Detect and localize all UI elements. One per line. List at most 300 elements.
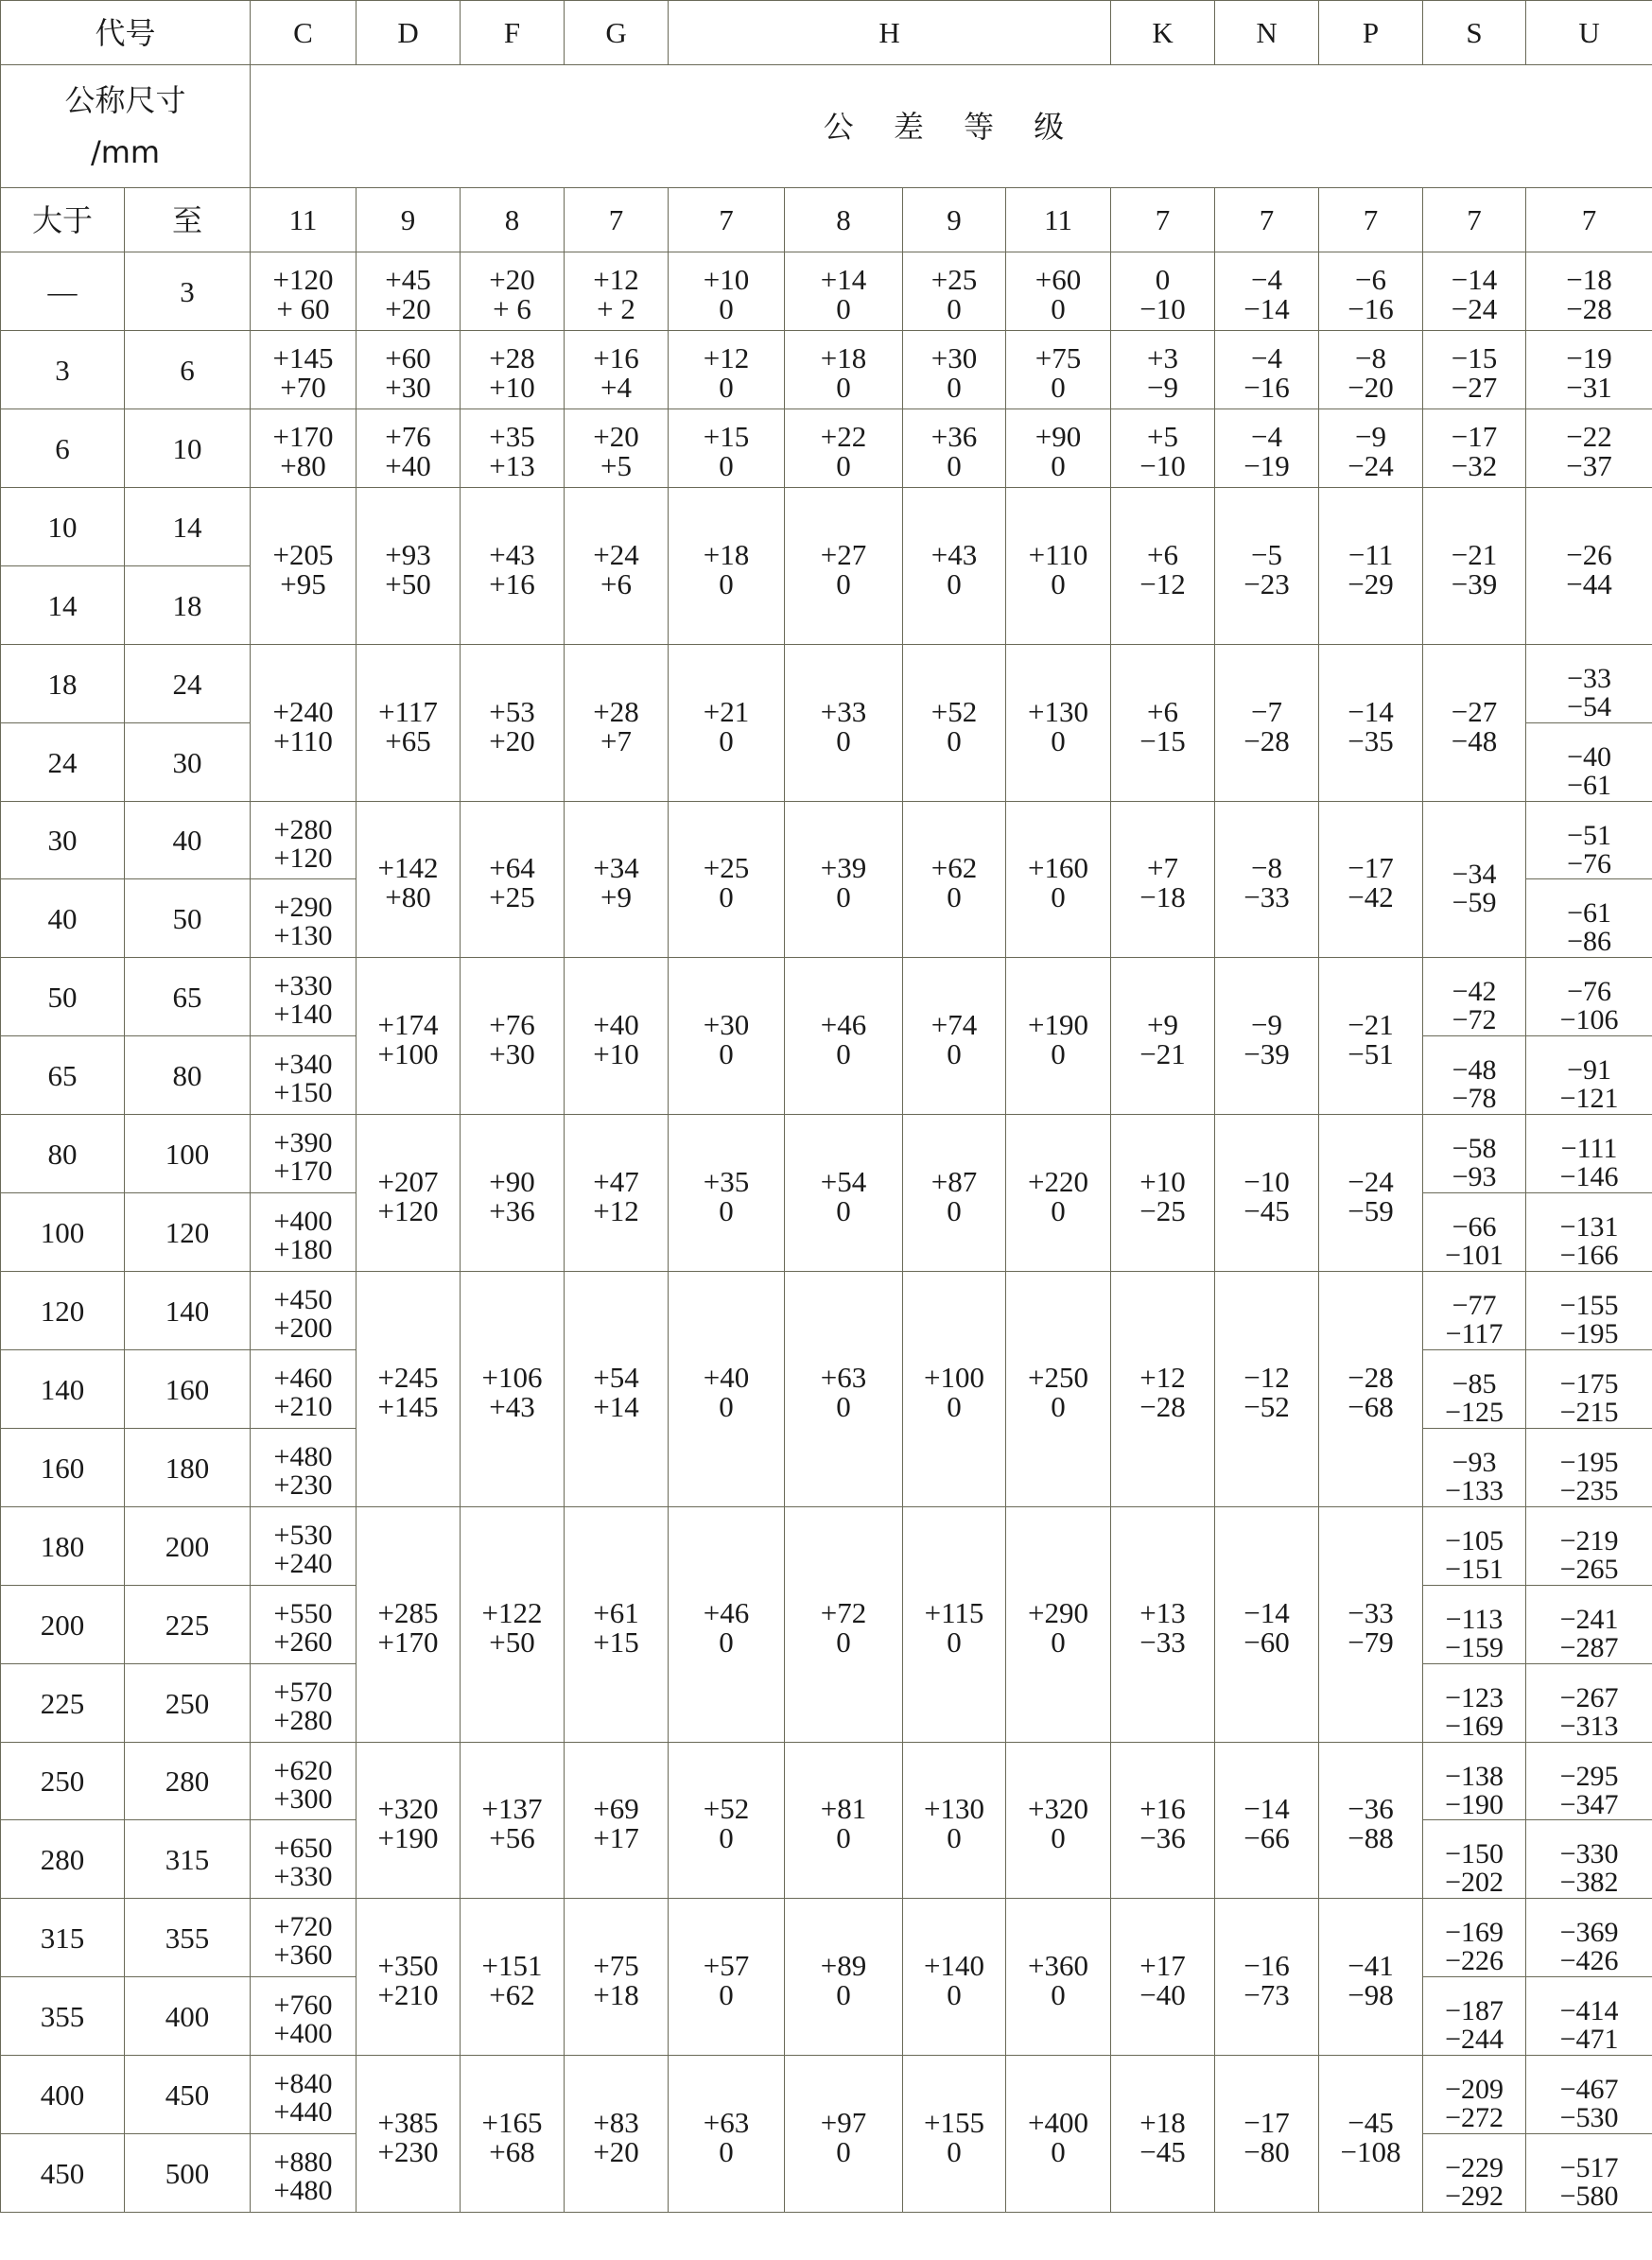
cell-c [251,1507,356,1586]
lower-deviation: 0 [947,371,962,404]
lower-deviation: −530 [1559,2102,1619,2133]
size-to: 30 [125,723,251,802]
deviation-pair [1526,537,1652,600]
cell-f [461,409,565,488]
deviation-pair [461,341,564,404]
deviation-pair [1319,537,1422,600]
upper-deviation: +330 [273,970,333,1001]
lower-deviation: −86 [1567,926,1611,957]
upper-deviation: −209 [1445,2074,1504,2105]
deviation-pair [1006,1007,1110,1070]
cell-c [251,1193,356,1272]
size-to: 140 [125,1272,251,1350]
cell-h7 [669,2056,785,2213]
cell-h7 [669,488,785,645]
cell-d [356,1743,461,1899]
cell-h11 [1006,1899,1111,2056]
lower-deviation: −32 [1451,449,1498,482]
upper-deviation: +16 [593,341,639,374]
deviation-pair [461,851,564,913]
cell-u [1526,2056,1652,2134]
cell-c [251,2056,356,2134]
header-row-grades [1,188,1652,252]
grade-cell: 11 [251,188,356,252]
deviation-pair [251,1598,356,1658]
lower-deviation: +12 [593,1193,639,1227]
deviation-pair [1006,420,1110,482]
size-to: 250 [125,1664,251,1743]
lower-deviation: −73 [1243,1977,1290,2011]
upper-deviation: +30 [930,341,978,374]
cell-d [356,1115,461,1272]
lower-deviation: 0 [719,1625,734,1659]
data-row [1,331,1652,409]
cell-n [1215,1115,1319,1272]
upper-deviation: +106 [481,1361,543,1394]
upper-deviation: −16 [1243,1948,1290,1982]
size-to: 18 [125,566,251,645]
deviation-pair [669,1164,784,1227]
size-over: 140 [1,1350,125,1429]
cell-s [1423,1820,1526,1899]
deviation-pair [251,1990,356,2049]
deviation-pair [1215,2105,1318,2168]
upper-deviation: −15 [1451,341,1498,374]
upper-deviation: 0 [1155,263,1171,296]
deviation-pair [1526,2152,1652,2212]
size-over: 80 [1,1115,125,1193]
upper-deviation: −58 [1452,1133,1497,1164]
deviation-pair [1423,976,1525,1035]
deviation-pair [1215,420,1318,482]
deviation-pair [565,1792,668,1854]
deviation-pair [1526,1290,1652,1349]
size-over: 100 [1,1193,125,1272]
upper-deviation: −76 [1567,976,1611,1007]
upper-deviation: +45 [385,263,431,296]
lower-deviation: 0 [719,1977,734,2011]
upper-deviation: +450 [273,1284,333,1315]
deviation-pair [461,1007,564,1070]
nominal-size-label-line2: /mm [90,133,161,170]
lower-deviation: −25 [1139,1193,1186,1227]
lower-deviation: +20 [593,2134,639,2168]
size-to: 355 [125,1899,251,1977]
upper-deviation: −14 [1243,1792,1290,1825]
deviation-pair [356,1948,460,2011]
upper-deviation: +480 [273,1441,333,1472]
deviation-pair [565,851,668,913]
deviation-pair [1423,1447,1525,1506]
lower-deviation: −101 [1445,1240,1504,1271]
size-over: 355 [1,1977,125,2056]
upper-deviation: +6 [1147,694,1179,728]
cell-p [1319,1507,1423,1743]
lower-deviation: 0 [1051,1625,1066,1659]
upper-deviation: −19 [1566,341,1612,374]
deviation-pair [356,341,460,404]
lower-deviation: −14 [1243,292,1290,325]
lower-deviation: −580 [1559,2181,1619,2212]
cell-c [251,1036,356,1115]
upper-deviation: +650 [273,1833,333,1864]
deviation-pair [1423,1604,1525,1663]
cell-s [1423,1272,1526,1350]
data-row [1,252,1652,331]
upper-deviation: +16 [1139,1792,1186,1825]
lower-deviation: +4 [600,371,632,404]
upper-deviation: +840 [273,2068,333,2099]
cell-c [251,802,356,879]
deviation-pair [461,2105,564,2168]
deviation-pair [1319,341,1422,404]
upper-deviation: +207 [377,1164,439,1198]
grade-cell: 7 [1319,188,1423,252]
deviation-pair [565,1948,668,2011]
deviation-pair [1215,1007,1318,1070]
upper-deviation: +7 [1147,851,1179,884]
cell-h9 [903,1115,1006,1272]
cell-h8 [785,958,903,1115]
lower-deviation: 0 [1051,1977,1066,2011]
deviation-pair [461,1361,564,1423]
deviation-pair [1215,1596,1318,1659]
lower-deviation: 0 [719,2134,734,2168]
deviation-pair [251,1206,356,1265]
deviation-pair [251,263,356,325]
lower-deviation: +130 [273,920,333,951]
lower-deviation: +170 [377,1625,439,1659]
deviation-pair [1319,420,1422,482]
lower-deviation: −40 [1139,1977,1186,2011]
lower-deviation: −426 [1559,1945,1619,1976]
data-row [1,1899,1652,1977]
deviation-pair [251,1911,356,1971]
upper-deviation: +720 [273,1911,333,1942]
upper-deviation: −131 [1559,1211,1619,1243]
upper-deviation: +9 [1147,1007,1179,1041]
deviation-pair [1526,976,1652,1035]
cell-c [251,1977,356,2056]
cell-u [1526,1977,1652,2056]
deviation-pair [1423,1133,1525,1192]
lower-deviation: +95 [280,566,326,600]
cell-p [1319,958,1423,1115]
deviation-pair [1319,263,1422,325]
deviation-pair [1423,1838,1525,1898]
deviation-pair [669,537,784,600]
cell-d [356,252,461,331]
deviation-pair [1111,1596,1214,1659]
cell-p [1319,1115,1423,1272]
upper-deviation: −169 [1445,1917,1504,1948]
deviation-pair [669,420,784,482]
upper-deviation: +165 [481,2105,543,2139]
deviation-pair [1006,694,1110,757]
deviation-pair [1423,1368,1525,1428]
cell-h8 [785,252,903,331]
size-over: 225 [1,1664,125,1743]
grade-cell: 8 [785,188,903,252]
deviation-pair [903,1596,1005,1659]
lower-deviation: −59 [1452,887,1497,918]
cell-g [565,1272,669,1507]
lower-deviation: 0 [947,1977,962,2011]
lower-deviation: −42 [1348,880,1394,913]
cell-h11 [1006,331,1111,409]
upper-deviation: −61 [1567,897,1611,929]
lower-deviation: 0 [836,566,851,600]
upper-deviation: −14 [1348,694,1394,728]
cell-n [1215,331,1319,409]
cell-u [1526,409,1652,488]
upper-deviation: −155 [1559,1290,1619,1321]
upper-deviation: +550 [273,1598,333,1629]
size-over: 180 [1,1507,125,1586]
upper-deviation: −12 [1243,1361,1290,1394]
upper-deviation: +285 [377,1596,439,1629]
cell-k [1111,1115,1215,1272]
deviation-pair [1006,341,1110,404]
deviation-pair [1111,1164,1214,1227]
upper-deviation: −10 [1243,1164,1290,1198]
cell-k [1111,958,1215,1115]
size-over: 400 [1,2056,125,2134]
cell-s [1423,1193,1526,1272]
upper-deviation: +130 [924,1792,984,1825]
deviation-pair [1006,263,1110,325]
lower-deviation: +15 [593,1625,639,1659]
size-to: 100 [125,1115,251,1193]
lower-deviation: 0 [947,292,962,325]
upper-deviation: +385 [377,2105,439,2139]
lower-deviation: 0 [1051,449,1066,482]
upper-deviation: +14 [820,263,867,296]
upper-deviation: −7 [1251,694,1283,728]
grade-cell: 7 [1526,188,1652,252]
upper-deviation: +320 [377,1792,439,1825]
deviation-pair [565,2105,668,2168]
lower-deviation: 0 [836,1625,851,1659]
cell-u [1526,1350,1652,1429]
upper-deviation: +142 [377,851,439,884]
deviation-pair [903,1948,1005,2011]
deviation-pair [251,892,356,951]
cell-p [1319,331,1423,409]
size-to: 24 [125,645,251,723]
cell-n [1215,252,1319,331]
cell-k [1111,645,1215,802]
cell-k [1111,331,1215,409]
lower-deviation: 0 [947,1390,962,1423]
deviation-pair [669,1007,784,1070]
deviation-pair [356,694,460,757]
cell-d [356,331,461,409]
cell-g [565,252,669,331]
deviation-pair [785,1792,902,1854]
upper-deviation: −295 [1559,1760,1619,1792]
deviation-pair [785,694,902,757]
cell-f [461,2056,565,2213]
cell-d [356,645,461,802]
upper-deviation: −91 [1567,1054,1611,1086]
cell-h9 [903,1507,1006,1743]
lower-deviation: −215 [1559,1397,1619,1428]
lower-deviation: 0 [1051,723,1066,757]
deviation-pair [1111,694,1214,757]
cell-h7 [669,645,785,802]
cell-s [1423,1664,1526,1743]
cell-n [1215,1743,1319,1899]
lower-deviation: 0 [947,566,962,600]
upper-deviation: −48 [1452,1054,1497,1086]
cell-h8 [785,802,903,958]
upper-deviation: −24 [1348,1164,1394,1198]
data-row [1,645,1652,723]
lower-deviation: +400 [273,2018,333,2049]
deviation-pair [1215,1948,1318,2011]
header-row-size [1,65,1652,188]
size-over: 200 [1,1586,125,1664]
lower-deviation: −121 [1559,1083,1619,1114]
deviation-pair [1423,1682,1525,1742]
deviation-pair [1423,859,1525,918]
lower-deviation: 0 [836,1036,851,1070]
upper-deviation: +205 [272,537,334,571]
lower-deviation: 0 [1051,1821,1066,1854]
lower-deviation: −9 [1147,371,1179,404]
cell-h7 [669,1743,785,1899]
upper-deviation: −8 [1355,341,1387,374]
cell-n [1215,2056,1319,2213]
lower-deviation: 0 [1051,292,1066,325]
cell-c [251,331,356,409]
cell-h9 [903,1272,1006,1507]
upper-deviation: +27 [820,537,867,571]
lower-deviation: −37 [1566,449,1612,482]
upper-deviation: +63 [703,2105,750,2139]
upper-deviation: +54 [593,1361,639,1394]
lower-deviation: 0 [1051,1390,1066,1423]
data-row [1,958,1652,1036]
cell-h8 [785,1507,903,1743]
cell-d [356,2056,461,2213]
lower-deviation: 0 [836,2134,851,2168]
lower-deviation: −166 [1559,1240,1619,1271]
upper-deviation: +83 [593,2105,639,2139]
upper-deviation: +570 [273,1677,333,1708]
lower-deviation: −21 [1139,1036,1186,1070]
cell-c [251,1350,356,1429]
cell-s [1423,1899,1526,1977]
lower-deviation: −146 [1559,1161,1619,1192]
upper-deviation: +53 [489,694,535,728]
deviation-pair [669,1596,784,1659]
size-to: 80 [125,1036,251,1115]
upper-deviation: −6 [1355,263,1387,296]
deviation-pair [1319,1792,1422,1854]
upper-deviation: −175 [1559,1368,1619,1399]
lower-deviation: +9 [600,880,632,913]
deviation-pair [1526,897,1652,957]
deviation-pair [1319,851,1422,913]
cell-u [1526,1036,1652,1115]
cell-g [565,1115,669,1272]
upper-deviation: +460 [273,1363,333,1394]
upper-deviation: +20 [489,263,535,296]
deviation-pair [1215,851,1318,913]
lower-deviation: 0 [719,1193,734,1227]
lower-deviation: −78 [1452,1083,1497,1114]
upper-deviation: +110 [1028,537,1088,571]
deviation-pair [669,341,784,404]
lower-deviation: +360 [273,1939,333,1971]
cell-k [1111,409,1215,488]
code-s: S [1423,1,1526,65]
deviation-pair [356,851,460,913]
upper-deviation: +46 [820,1007,867,1041]
upper-deviation: +400 [1028,2105,1089,2139]
lower-deviation: 0 [836,1821,851,1854]
upper-deviation: +62 [930,851,978,884]
lower-deviation: 0 [836,1390,851,1423]
size-to: 3 [125,252,251,331]
lower-deviation: 0 [947,723,962,757]
lower-deviation: +16 [489,566,535,600]
cell-h7 [669,409,785,488]
lower-deviation: −23 [1243,566,1290,600]
cell-h11 [1006,1507,1111,1743]
cell-f [461,252,565,331]
cell-g [565,645,669,802]
header-row-codes [1,1,1652,65]
deviation-pair [251,1833,356,1892]
cell-u [1526,879,1652,958]
lower-deviation: +10 [593,1036,639,1070]
deviation-pair [1526,1368,1652,1428]
lower-deviation: +62 [489,1977,535,2011]
over-label: 大于 [1,188,125,252]
deviation-pair [903,341,1005,404]
upper-deviation: −42 [1452,976,1497,1007]
upper-deviation: −187 [1445,1995,1504,2026]
lower-deviation: −80 [1243,2134,1290,2168]
upper-deviation: −467 [1559,2074,1619,2105]
upper-deviation: −4 [1251,341,1283,374]
deviation-pair [1423,1995,1525,2055]
size-over: 24 [1,723,125,802]
lower-deviation: +70 [280,371,326,404]
lower-deviation: −51 [1348,1036,1394,1070]
upper-deviation: +76 [385,420,431,453]
cell-f [461,1115,565,1272]
cell-c [251,1899,356,1977]
deviation-pair [1423,420,1525,482]
deviation-pair [251,1363,356,1422]
cell-k [1111,488,1215,645]
deviation-pair [1215,1164,1318,1227]
lower-deviation: +80 [385,880,431,913]
lower-deviation: +18 [593,1977,639,2011]
lower-deviation: 0 [836,449,851,482]
lower-deviation: −15 [1139,723,1186,757]
lower-deviation: +170 [273,1156,333,1187]
lower-deviation: 0 [719,449,734,482]
cell-g [565,958,669,1115]
cell-h9 [903,252,1006,331]
cell-d [356,409,461,488]
cell-h7 [669,331,785,409]
